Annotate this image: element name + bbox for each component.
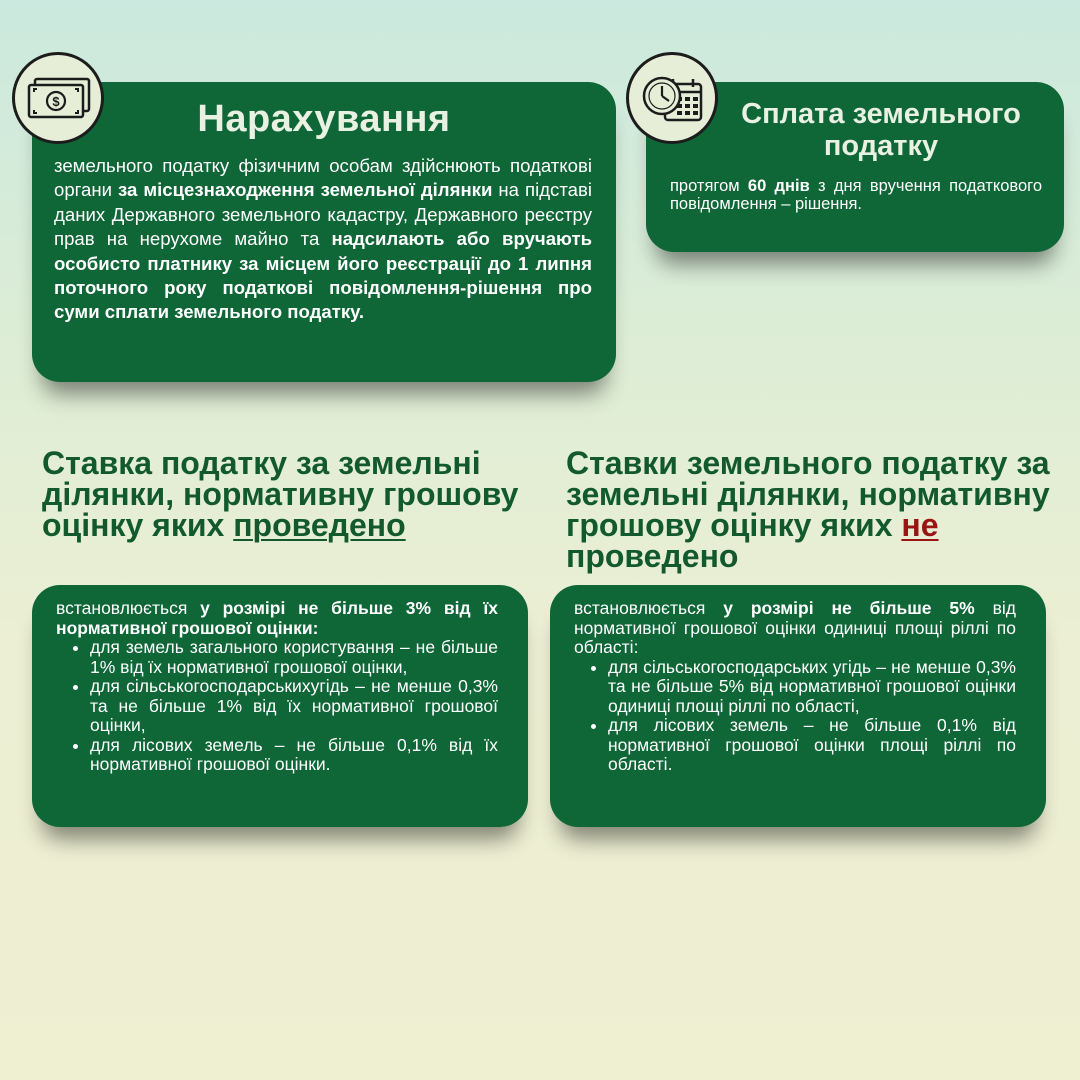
payment-title: Сплата земельного податку: [741, 98, 1021, 162]
payment-text: протягом 60 днів з дня вручення податкового повідомлення – рішення.: [670, 177, 1042, 213]
accrual-title: Нарахування: [197, 98, 451, 140]
rate-assessed-list: [56, 638, 498, 775]
rate-assessed-card: [32, 585, 528, 827]
rate-assessed-intro: встановлюється у розмірі не більше 3% від їх нормативної грошової оцінки:: [56, 598, 498, 638]
list-item: • для сільськогосподарських угідь – не менше 0,3% та не більше 5% від нормативної грошової оцінки одиниці площі ріллі по області,: [608, 658, 1016, 717]
clock-calendar-icon: [626, 52, 718, 144]
rate-not-assessed-text: [574, 599, 1016, 775]
list-item: • для лісових земель – не більше 0,1% від нормативної грошової оцінки площі ріллі по області.: [608, 716, 1016, 775]
rate-not-assessed-card: [550, 585, 1046, 827]
accrual-card: [32, 82, 616, 382]
svg-text:$: $: [52, 94, 60, 109]
rate-not-assessed-intro: встановлюється у розмірі не більше 5% від нормативної грошової оцінки одиниці площі ріллі по області:: [574, 598, 1016, 657]
accrual-text: земельного податку фізичним особам здійснюють податкові органи за місцезнаходження земельної ділянки на підставі даних Державного земельного кадастру, Державного реєстру прав на нерухоме майно та надсилають або вручають особисто платнику за місцем його реєстрації до 1 липня поточного року податкові повідомлення-рішення про суми сплати земельного податку.: [54, 155, 593, 323]
list-item: • для лісових земель – не більше 0,1% від їх нормативної грошової оцінки.: [90, 736, 498, 775]
list-item: • для земель загального користування – не більше 1% від їх нормативної грошової оцінки,: [90, 638, 498, 677]
rate-assessed-text: [56, 599, 498, 775]
rate-assessed-heading: Ставка податку за земельні ділянки, нормативну грошову оцінку яких проведено: [42, 445, 519, 543]
money-icon: [12, 52, 104, 144]
rate-not-assessed-heading: Ставки земельного податку за земельні ділянки, нормативну грошову оцінку яких не проведено: [566, 445, 1050, 574]
list-item: • для сільськогосподарськихугідь – не менше 0,3% та не більше 1% від їх нормативної грошової оцінки,: [90, 677, 498, 736]
rate-not-assessed-list: [574, 658, 1016, 775]
